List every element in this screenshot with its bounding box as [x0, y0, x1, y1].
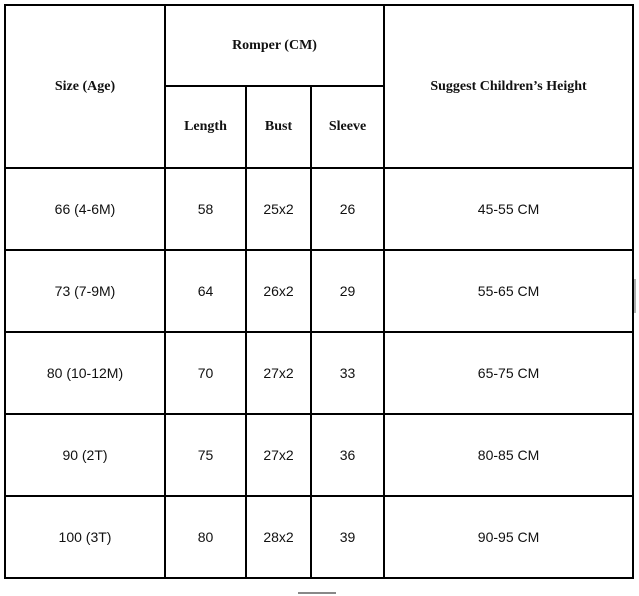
table-row	[5, 496, 633, 578]
suggested-height-header: Suggest Children’s Height	[384, 5, 633, 168]
bust-cell: 26x2	[246, 250, 311, 332]
table-row	[5, 414, 633, 496]
size-cell: 100 (3T)	[5, 496, 165, 578]
table-row	[5, 332, 633, 414]
size-cell: 66 (4-6M)	[5, 168, 165, 250]
bust-cell: 27x2	[246, 332, 311, 414]
header-row-top	[5, 5, 633, 86]
romper-header: Romper (CM)	[165, 5, 384, 86]
sleeve-cell: 29	[311, 250, 384, 332]
size-cell: 73 (7-9M)	[5, 250, 165, 332]
bottom-artifact	[298, 592, 336, 594]
sleeve-cell: 39	[311, 496, 384, 578]
edge-artifact	[634, 279, 636, 313]
height-cell: 80-85 CM	[384, 414, 633, 496]
size-cell: 80 (10-12M)	[5, 332, 165, 414]
size-chart-table	[4, 4, 634, 579]
sleeve-cell: 33	[311, 332, 384, 414]
length-cell: 80	[165, 496, 246, 578]
bust-header: Bust	[246, 86, 311, 168]
sleeve-cell: 36	[311, 414, 384, 496]
table-row	[5, 168, 633, 250]
height-cell: 45-55 CM	[384, 168, 633, 250]
length-header: Length	[165, 86, 246, 168]
sleeve-cell: 26	[311, 168, 384, 250]
length-cell: 64	[165, 250, 246, 332]
length-cell: 75	[165, 414, 246, 496]
bust-cell: 25x2	[246, 168, 311, 250]
table-row	[5, 250, 633, 332]
height-cell: 55-65 CM	[384, 250, 633, 332]
size-cell: 90 (2T)	[5, 414, 165, 496]
length-cell: 58	[165, 168, 246, 250]
height-cell: 90-95 CM	[384, 496, 633, 578]
bust-cell: 27x2	[246, 414, 311, 496]
sleeve-header: Sleeve	[311, 86, 384, 168]
length-cell: 70	[165, 332, 246, 414]
height-cell: 65-75 CM	[384, 332, 633, 414]
bust-cell: 28x2	[246, 496, 311, 578]
size-age-header: Size (Age)	[5, 5, 165, 168]
